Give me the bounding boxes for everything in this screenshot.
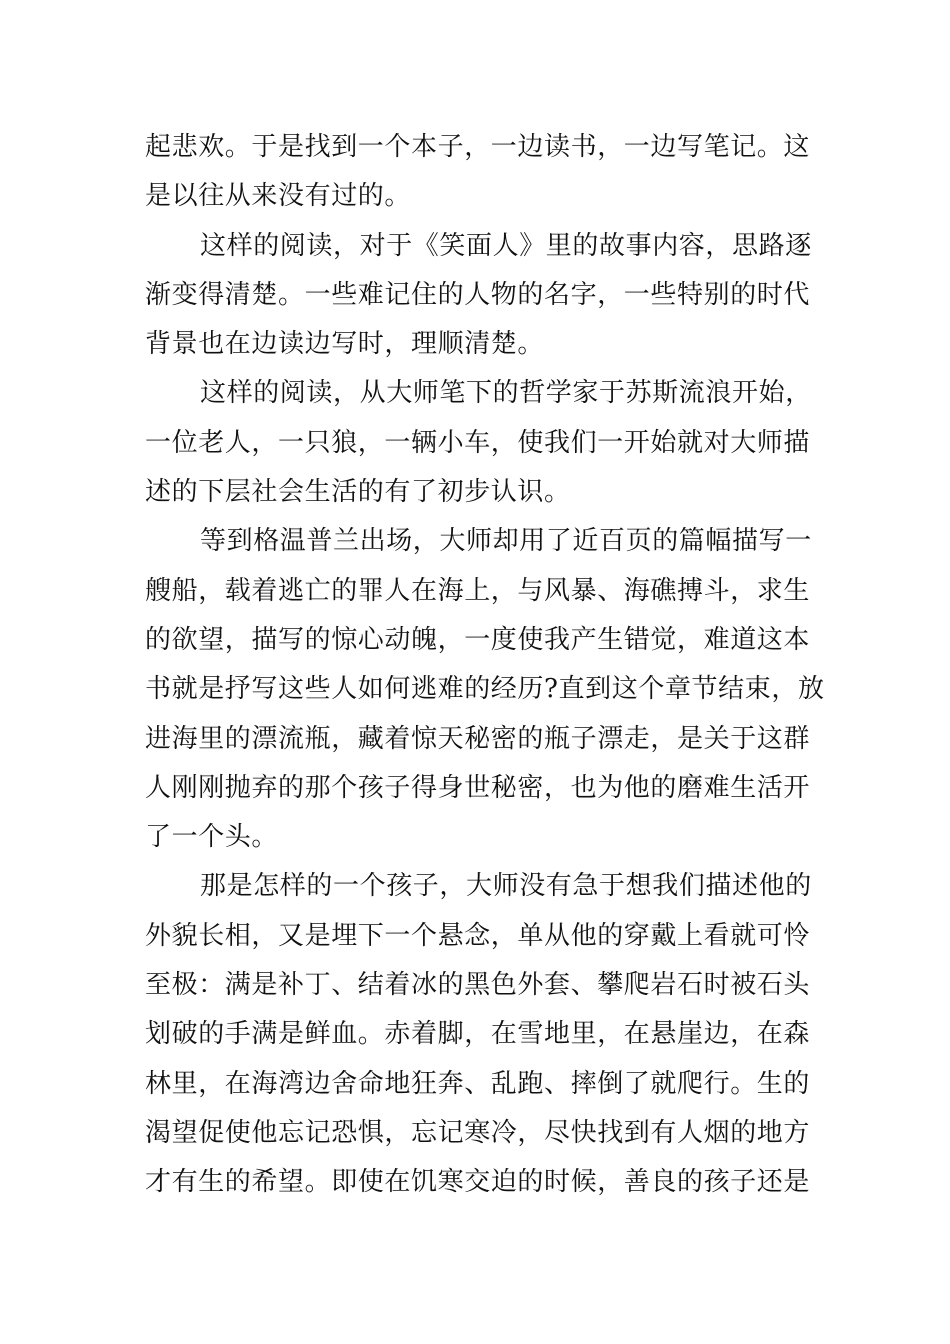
text-line: 这样的阅读，对于《笑面人》里的故事内容，思路逐 [200, 230, 812, 261]
text-line: 是以往从来没有过的。 [145, 181, 412, 212]
text-line: 划破的手满是鲜血。赤着脚，在雪地里，在悬崖边，在森 [145, 1019, 811, 1050]
paragraph [145, 369, 812, 517]
paragraph [145, 862, 812, 1207]
text-line: 的欲望，描写的惊心动魄，一度使我产生错觉，难道这本 [145, 624, 811, 655]
text-line: 这样的阅读，从大师笔下的哲学家于苏斯流浪开始， [200, 378, 812, 409]
document-body [145, 123, 825, 1208]
text-line: 进海里的漂流瓶，藏着惊天秘密的瓶子漂走，是关于这群 [145, 723, 811, 754]
paragraph [145, 123, 811, 222]
text-line: 外貌长相，又是埋下一个悬念，单从他的穿戴上看就可怜 [145, 920, 811, 951]
text-line: 渴望促使他忘记恐惧，忘记寒冷，尽快找到有人烟的地方 [145, 1117, 811, 1148]
text-line: 等到格温普兰出场，大师却用了近百页的篇幅描写一 [200, 526, 812, 557]
text-line: 一位老人，一只狼，一辆小车，使我们一开始就对大师描 [145, 427, 811, 458]
text-line: 渐变得清楚。一些难记住的人物的名字，一些特别的时代 [145, 279, 811, 310]
text-line: 述的下层社会生活的有了初步认识。 [145, 477, 571, 508]
text-line: 艘船，载着逃亡的罪人在海上，与风暴、海礁搏斗，求生 [145, 575, 811, 606]
text-line: 林里，在海湾边舍命地狂奔、乱跑、摔倒了就爬行。生的 [145, 1068, 811, 1099]
text-line: 书就是抒写这些人如何逃难的经历?直到这个章节结束，放 [145, 674, 825, 705]
text-line: 人刚刚抛弃的那个孩子得身世秘密，也为他的磨难生活开 [145, 772, 811, 803]
text-line: 了一个头。 [145, 822, 279, 853]
text-line: 才有生的希望。即使在饥寒交迫的时候，善良的孩子还是 [145, 1167, 811, 1198]
text-line: 至极：满是补丁、结着冰的黑色外套、攀爬岩石时被石头 [145, 970, 811, 1001]
paragraph [145, 517, 825, 862]
text-line: 那是怎样的一个孩子，大师没有急于想我们描述他的 [200, 871, 812, 902]
text-line: 起悲欢。于是找到一个本子，一边读书，一边写笔记。这 [145, 132, 811, 162]
paragraph [145, 222, 812, 370]
text-line: 背景也在边读边写时，理顺清楚。 [145, 329, 545, 360]
